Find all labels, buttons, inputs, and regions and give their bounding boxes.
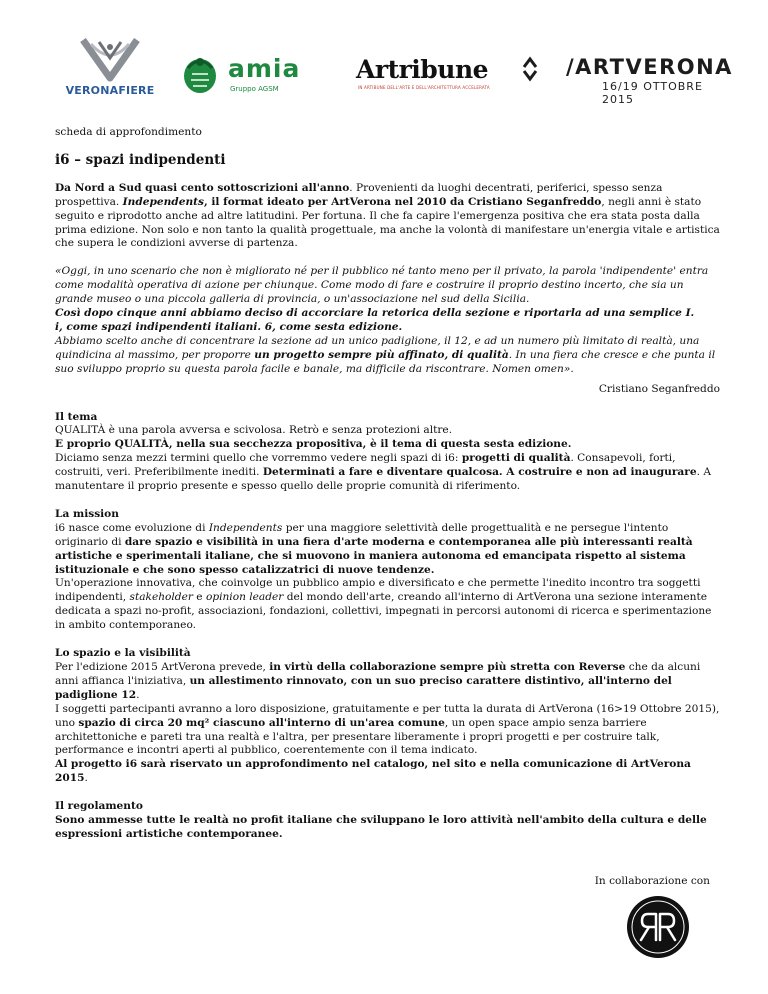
amia-emblem-icon <box>178 52 222 96</box>
quote-paragraph-2: Così dopo cinque anni abbiamo deciso di accorciare la retorica della sezione e riportarla ad una semplice I. <box>55 307 695 320</box>
quote-paragraph-4: Abbiamo scelto anche di concentrare la sezione ad un unico padiglione, il 12, e ad un numero più limitato di realtà, una quindicina al massimo, per proporre un progetto sempre più affinato, di qualità. In una fiera che cresce e che punta il suo sviluppo proprio su questa parola facile e banale, ma difficile da riscontrare. Nomen omen». <box>55 334 716 375</box>
mission-paragraph-2: Un'operazione innovativa, che coinvolge un pubblico ampio e diversificato e che permette l'inedito incontro tra soggetti indipendenti, stakeholder e opinion leader del mondo dell'arte, creando all'interno di ArtVerona una sezione interamente dedicata a spazi no-profit, associazioni, fondazioni, collettivi, impegnati in percorsi autonomi di ricerca e sperimentazione in ambito contemporaneo. <box>55 577 712 632</box>
artverona-wordmark: /ARTVERONA <box>566 55 733 79</box>
artribune-wordmark: Artribune <box>356 55 489 84</box>
amia-subtitle: Gruppo AGSM <box>230 85 279 93</box>
artribune-logo <box>356 55 496 95</box>
regolamento-heading: Il regolamento <box>55 800 143 813</box>
amia-wordmark: amia <box>228 54 301 83</box>
regolamento-paragraph: Sono ammesse tutte le realtà no profit italiane che sviluppano le loro attività nell'ambito della cultura e delle espressioni artistiche contemporanee. <box>55 814 707 840</box>
mission-heading: La mission <box>55 507 119 520</box>
spazio-paragraph-3: Al progetto i6 sarà riservato un approfondimento nel catalogo, nel sito e nella comunicazione di ArtVerona 2015. <box>55 758 691 785</box>
tema-heading: Il tema <box>55 410 98 423</box>
mission-paragraph-1: i6 nasce come evoluzione di Independents per una maggiore selettività delle progettualità e ne persegue l'intento originario di dare spazio e visibilità in una fiera d'arte moderna e contemporanea alle più interessanti realtà artistiche e sperimentali italiane, che si muovono in maniera autonoma ed emancipata rispetto al sistema istituzionale e che sono spesso catalizzatrici di nuove tendenze. <box>55 521 693 576</box>
document-title: i6 – spazi indipendenti <box>55 151 226 168</box>
quote-signature: Cristiano Seganfreddo <box>598 382 720 395</box>
reverse-rr-logo-icon <box>625 894 691 960</box>
artverona-logo <box>520 55 733 106</box>
spazio-heading: Lo spazio e la visibilità <box>55 647 191 660</box>
amia-logo <box>178 52 328 98</box>
quote-paragraph-1: «Oggi, in uno scenario che non è migliorato né per il pubblico né tanto meno per il privato, la parola 'indipendente' entra come modalità operativa di azione per chiunque. Come modo di fare e costruire il proprio destino incerto, che sia un grande museo o una piccola galleria di provincia, o un'associazione nel sud della Sicilia. <box>55 265 709 306</box>
tema-paragraph-3: Diciamo senza mezzi termini quello che vorremmo vedere negli spazi di i6: progetti di qualità. Consapevoli, forti, costruiti, veri. Preferibilmente inediti. Determinati a fare e diventare qualcosa. A costruire e non ad inaugurare. A manutentare il proprio presente e spesso quello delle proprie comunità di riferimento. <box>55 452 712 493</box>
spazio-paragraph-1: Per l'edizione 2015 ArtVerona prevede, in virtù della collaborazione sempre più stretta con Reverse che da alcuni anni affianca l'iniziativa, un allestimento rinnovato, con un suo preciso carattere distintivo, all'interno del padiglione 12. <box>55 661 701 701</box>
veronafiere-wordmark: VERONAFIERE <box>65 84 155 97</box>
document-body <box>55 126 720 842</box>
collaboration-label: In collaborazione con <box>594 875 710 887</box>
quote-paragraph-3: i, come spazi indipendenti italiani. 6, come sesta edizione. <box>55 320 403 333</box>
veronafiere-emblem-icon <box>55 38 165 84</box>
tema-paragraph-2: E proprio QUALITÀ, nella sua secchezza propositiva, è il tema di questa sesta edizione. <box>55 438 572 451</box>
partner-logos-header <box>0 0 768 110</box>
spazio-paragraph-2: I soggetti partecipanti avranno a loro disposizione, gratuitamente e per tutta la durata di ArtVerona (16>19 Ottobre 2015), uno spazio di circa 20 mq² ciascuno all'interno di un'area comune, un open space ampio senza barriere architettoniche e pareti tra una realtà e l'altra, per presentare liberamente i propri progetti e per costruire talk, performance e incontri aperti al pubblico, coerentemente con il tema indicato. <box>55 702 720 757</box>
artverona-dates: 16/19 OTTOBRE 2015 <box>602 80 703 106</box>
document-kicker: scheda di approfondimento <box>55 126 202 138</box>
artribune-tagline: IN ARTIBUNE DELL'ARTE E DELL'ARCHITETTURA ACCELERATA <box>358 85 490 90</box>
artverona-arrows-icon <box>520 55 560 85</box>
veronafiere-logo <box>55 38 165 100</box>
intro-paragraph: Da Nord a Sud quasi cento sottoscrizioni all'anno. Provenienti da luoghi decentrati, periferici, spesso senza prospettiva. Independents, il format ideato per ArtVerona nel 2010 da Cristiano Seganfreddo, negli anni è stato seguito e riprodotto anche ad altre latitudini. Per fortuna. Il che fa capire l'emergenza positiva che era stata posta dalla prima edizione. Non solo e non tanto la qualità progettuale, ma anche la volontà di manifestare un'energia vitale e artistica che supera le condizioni avverse di partenza. <box>55 181 720 250</box>
tema-paragraph-1: QUALITÀ è una parola avversa e scivolosa. Retrò e senza protezioni altre. <box>55 424 453 437</box>
